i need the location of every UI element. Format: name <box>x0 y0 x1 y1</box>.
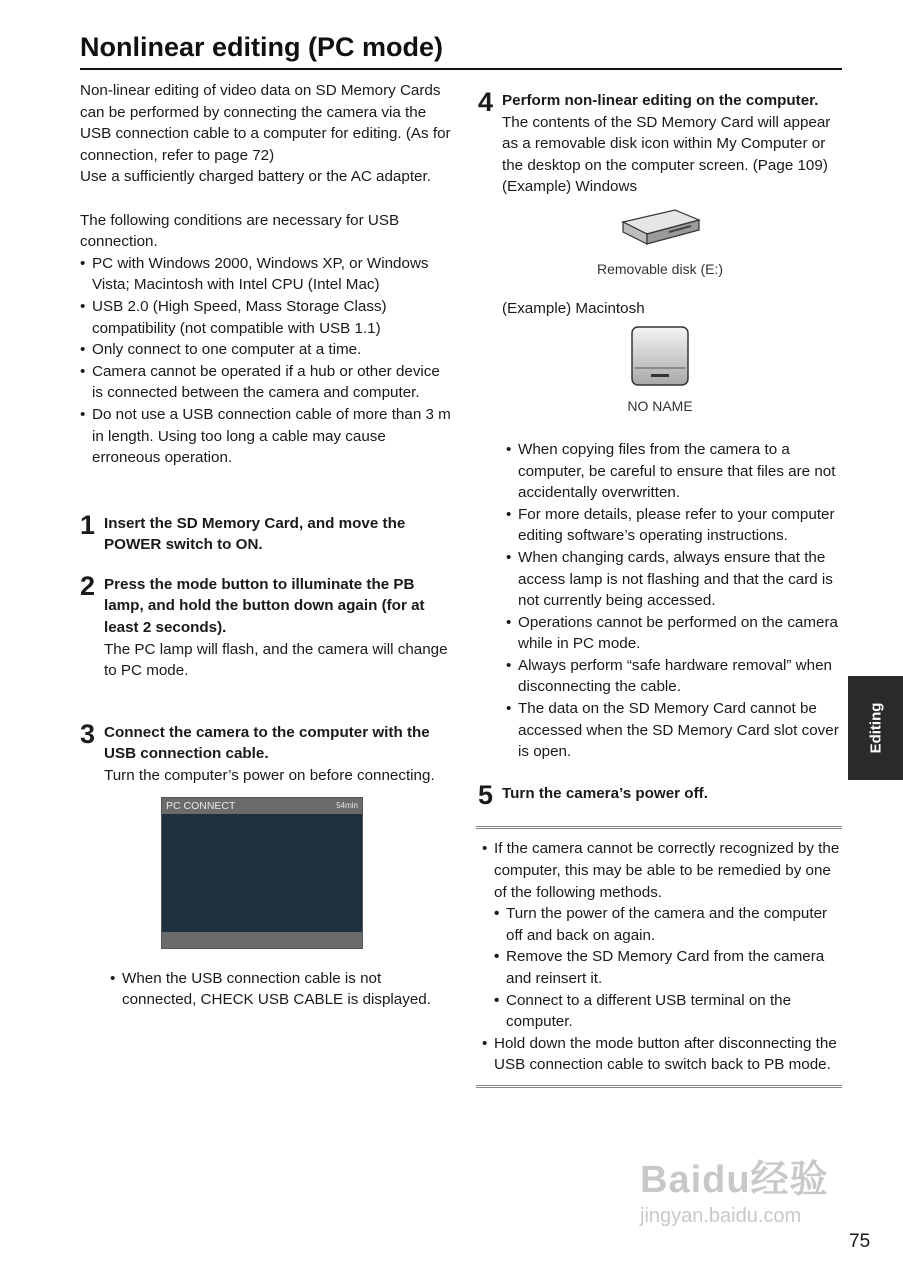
conditions-list <box>80 253 452 469</box>
intro-paragraph: Non-linear editing of video data on SD Memory Cards can be performed by connecting the camera via the USB connection cable to a computer for editing. (As for connection, refer to page 72) <box>80 82 451 164</box>
condition-item: • Do not use a USB connection cable of more than 3 m in length. Using too long a cable may cause erroneous operation. <box>80 404 452 469</box>
condition-item: • PC with Windows 2000, Windows XP, or Windows Vista; Macintosh with Intel CPU (Intel Mac) <box>80 253 452 296</box>
step-4 <box>478 87 842 198</box>
condition-item: • Only connect to one computer at a time. <box>80 339 452 361</box>
step-heading: Turn the camera’s power off. <box>502 784 708 802</box>
step3-notes <box>110 968 452 1011</box>
note-item: • Operations cannot be performed on the camera while in PC mode. <box>506 612 842 655</box>
step-heading: Connect the camera to the computer with the USB connection cable. <box>104 723 430 763</box>
example-windows-label: (Example) Windows <box>502 178 638 196</box>
watermark <box>640 1148 850 1248</box>
note-item: • The data on the SD Memory Card cannot be accessed when the SD Memory Card slot cover is open. <box>506 698 842 763</box>
note-item: • When changing cards, always ensure that the access lamp is not flashing and that the card is not currently being accessed. <box>506 547 842 612</box>
section-tab-label: Editing <box>867 702 884 754</box>
note-item: • When copying files from the camera to a computer, be careful to ensure that files are not accidentally overwritten. <box>506 439 842 504</box>
step-number: 3 <box>80 718 96 749</box>
battery-remaining: 54min <box>336 800 358 810</box>
step-number: 5 <box>478 779 494 810</box>
troubleshooting-list <box>482 838 842 1076</box>
step-heading: Press the mode button to illuminate the PB lamp, and hold the button down again (for at least 2 seconds). <box>104 575 425 637</box>
troubleshooting-item <box>482 838 842 1032</box>
step-heading: Insert the SD Memory Card, and move the POWER switch to ON. <box>104 514 406 554</box>
step-3 <box>80 718 452 787</box>
battery-note: Use a sufficiently charged battery or the AC adapter. <box>80 168 431 186</box>
example-mac-label: (Example) Macintosh <box>502 300 645 318</box>
windows-disk-figure <box>478 208 842 280</box>
recognition-note: If the camera cannot be correctly recognized by the computer, this may be able to be remedied by one of the following methods. <box>494 840 840 901</box>
left-column <box>80 80 452 1011</box>
watermark-logo: Baidu经验 <box>640 1159 829 1201</box>
screen-bottom-bar <box>162 932 362 948</box>
watermark-url: jingyan.baidu.com <box>640 1205 802 1227</box>
step-number: 2 <box>80 570 96 601</box>
remedy-item: • Turn the power of the camera and the computer off and back on again. <box>494 903 842 946</box>
mac-disk-label: NO NAME <box>627 398 693 415</box>
step-body: Turn the computer’s power on before connecting. <box>104 767 435 785</box>
remedy-methods <box>494 903 842 1033</box>
remedy-item: • Remove the SD Memory Card from the camera and reinsert it. <box>494 946 842 989</box>
troubleshooting-box <box>476 826 842 1088</box>
screen-title: PC CONNECT <box>166 799 236 812</box>
page-title: Nonlinear editing (PC mode) <box>80 32 444 62</box>
step-heading: Perform non-linear editing on the computer. <box>502 92 819 109</box>
pc-mode-notes <box>506 439 842 763</box>
mac-drive-icon <box>629 324 691 390</box>
usb-cable-note: • When the USB connection cable is not connected, CHECK USB CABLE is displayed. <box>110 968 452 1011</box>
note-item: • For more details, please refer to your computer editing software’s operating instructions. <box>506 504 842 547</box>
troubleshooting-item: • Hold down the mode button after disconnecting the USB connection cable to switch back to PB mode. <box>482 1033 842 1076</box>
step-2 <box>80 570 452 682</box>
condition-item: • Camera cannot be operated if a hub or other device is connected between the camera and computer. <box>80 361 452 404</box>
removable-disk-icon <box>617 208 703 252</box>
title-rule <box>80 68 842 70</box>
condition-item: • USB 2.0 (High Speed, Mass Storage Class) compatibility (not compatible with USB 1.1) <box>80 296 452 339</box>
step-number: 1 <box>80 509 96 540</box>
step-number: 4 <box>478 87 494 117</box>
right-column <box>478 87 842 1088</box>
mac-disk-figure <box>478 324 842 418</box>
remedy-item: • Connect to a different USB terminal on the computer. <box>494 990 842 1033</box>
step-1 <box>80 509 452 556</box>
step-body: The PC lamp will flash, and the camera will change to PC mode. <box>104 640 448 680</box>
note-item: • Always perform “safe hardware removal” when disconnecting the cable. <box>506 655 842 698</box>
page-number: 75 <box>849 1231 871 1252</box>
step-body: The contents of the SD Memory Card will appear as a removable disk icon within My Computer or the desktop on the computer screen. (Page 109) <box>502 113 831 174</box>
windows-disk-label: Removable disk (E:) <box>596 260 724 277</box>
section-tab <box>848 676 903 780</box>
conditions-heading: The following conditions are necessary for USB connection. <box>80 211 400 251</box>
step-5 <box>478 779 842 810</box>
screen-title-bar <box>162 798 362 814</box>
pc-connect-screen <box>161 797 363 949</box>
